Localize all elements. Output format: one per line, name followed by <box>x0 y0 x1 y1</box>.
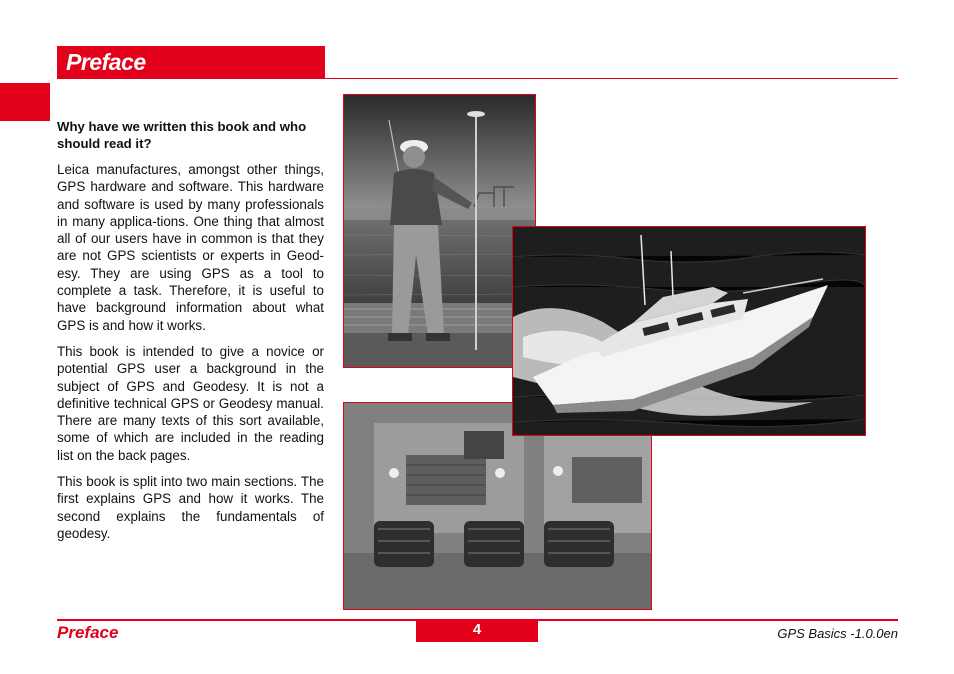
body-text-column <box>57 118 324 551</box>
surveyor-photo <box>343 94 536 368</box>
paragraph-1: Leica manufactures, amongst other things, GPS hardware and software. This hardware and software is used by many professionals in many applica-tions. One thing that almost all of our users have in common is that they are not GPS scientists or experts in Geod-esy. They are using GPS as a tool to complete a task. Therefore, it is useful to have background information about what GPS is and how it works. <box>57 162 324 333</box>
paragraph-3: This book is split into two main sections. The first explains GPS and how it works. The second explains the fundamentals of geodesy. <box>57 474 324 541</box>
page-title: Preface <box>66 49 146 75</box>
section-heading: Why have we written this book and who should read it? <box>57 119 307 151</box>
title-rule <box>57 78 898 79</box>
chapter-tab-marker <box>0 83 50 121</box>
footer-section-label: Preface <box>57 623 119 642</box>
page-number: 4 <box>416 621 538 642</box>
paragraph-2: This book is intended to give a novice or potential GPS user a background in the subject of GPS and Geodesy. It is not a definitive technical GPS or Geodesy manual. There are many texts of this sort available, some of which are included in the reading list on the back pages. <box>57 343 324 463</box>
motor-yacht-photo <box>512 226 866 436</box>
footer-document-title: GPS Basics -1.0.0en <box>777 626 898 641</box>
